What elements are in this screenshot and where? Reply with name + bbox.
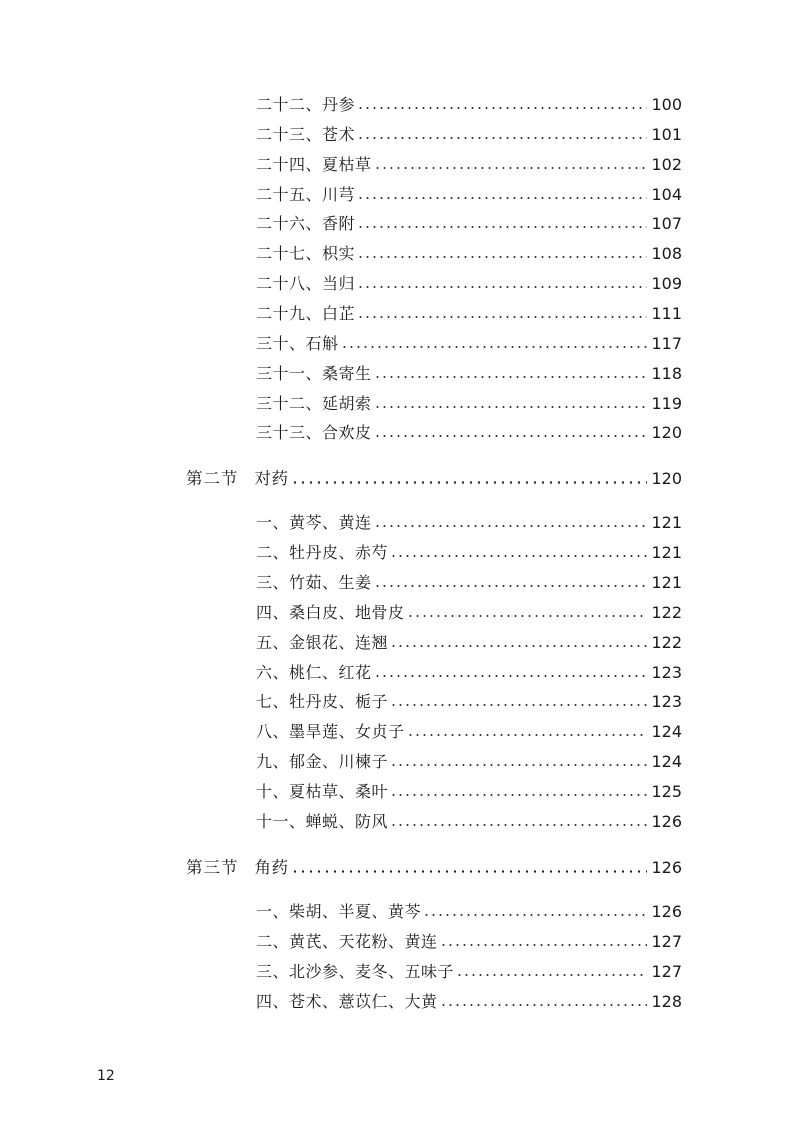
toc-entry-page: 123: [651, 662, 682, 682]
toc-entry[interactable]: [256, 359, 682, 389]
dot-leader: [374, 435, 648, 437]
toc-entry-title: 三十一、桑寄生: [256, 363, 372, 383]
toc-entry-page: 127: [651, 931, 682, 951]
toc-entry-page: 117: [651, 333, 682, 353]
toc-entry-title: 二十六、香附: [256, 214, 356, 234]
toc-entry[interactable]: [256, 418, 682, 448]
toc-entry-title: 四、苍术、薏苡仁、大黄: [256, 991, 438, 1011]
toc-entry[interactable]: [256, 687, 682, 717]
toc-entry[interactable]: [256, 269, 682, 299]
toc-entry-page: 107: [651, 214, 682, 234]
toc-entry-page: 121: [651, 572, 682, 592]
toc-entry-page: 102: [651, 154, 682, 174]
toc-entry-title: 对药: [254, 469, 289, 488]
dot-leader: [407, 615, 648, 617]
toc-entry[interactable]: [256, 927, 682, 957]
toc-entry[interactable]: [256, 598, 682, 628]
toc-entry-title: 角药: [254, 858, 289, 877]
dot-leader: [423, 914, 647, 916]
toc-entry-page: 100: [651, 95, 682, 114]
toc-entry[interactable]: [256, 120, 682, 150]
toc-entry-title: 三十三、合欢皮: [256, 423, 372, 443]
toc-entry[interactable]: [256, 180, 682, 210]
toc-entry[interactable]: [256, 747, 682, 777]
toc-entry[interactable]: [256, 628, 682, 658]
toc-entry[interactable]: [256, 209, 682, 239]
dot-leader: [357, 107, 647, 109]
toc-entry-page: 120: [651, 469, 682, 488]
toc-section-entry[interactable]: [186, 464, 682, 494]
toc-entry[interactable]: [256, 508, 682, 538]
toc-entry-title: 二、牡丹皮、赤芍: [256, 542, 389, 562]
dot-leader: [357, 316, 647, 318]
toc-entry-page: 124: [651, 722, 682, 742]
dot-leader: [390, 824, 647, 826]
toc-entry-page: 123: [651, 692, 682, 712]
toc-entry[interactable]: [256, 777, 682, 807]
dot-leader: [374, 675, 648, 677]
dot-leader: [357, 256, 647, 258]
dot-leader: [440, 944, 648, 946]
dot-leader: [390, 764, 647, 766]
toc-entry-title: 一、黄芩、黄连: [256, 513, 372, 532]
dot-leader: [456, 974, 647, 976]
toc-entry-page: 121: [651, 513, 682, 532]
dot-leader: [390, 555, 647, 557]
toc-entry-title: 一、柴胡、半夏、黄芩: [256, 902, 422, 921]
toc-entry-page: 104: [651, 184, 682, 204]
toc-entry-title: 二十三、苍术: [256, 124, 356, 144]
toc-entry[interactable]: [256, 150, 682, 180]
toc-entry-page: 128: [651, 991, 682, 1011]
toc-entry[interactable]: [256, 568, 682, 598]
dot-leader: [390, 794, 647, 796]
dot-leader: [440, 1004, 648, 1006]
toc-entry-title: 十一、蝉蜕、防风: [256, 812, 389, 831]
toc-entry[interactable]: [256, 987, 682, 1017]
toc-section-entry[interactable]: [186, 853, 682, 883]
dot-leader: [390, 704, 647, 706]
toc-entry[interactable]: [256, 329, 682, 359]
page-number: 12: [97, 1068, 115, 1084]
dot-leader: [374, 167, 648, 169]
dot-leader: [357, 197, 647, 199]
toc-entry[interactable]: [256, 717, 682, 747]
toc-entry-page: 109: [651, 274, 682, 294]
toc-entry[interactable]: [256, 957, 682, 987]
toc-entry-page: 120: [651, 423, 682, 443]
toc-entry-title: 二十七、枳实: [256, 244, 356, 264]
toc-entry-page: 127: [651, 961, 682, 981]
toc-entry-title: 二十八、当归: [256, 274, 356, 294]
toc-entry-title: 四、桑白皮、地骨皮: [256, 602, 405, 622]
dot-leader: [357, 226, 647, 228]
dot-leader: [374, 406, 648, 408]
toc-entry[interactable]: [256, 239, 682, 269]
toc-entry-title: 六、桃仁、红花: [256, 662, 372, 682]
toc-entry-title: 三十、石斛: [256, 333, 339, 353]
toc-entry-page: 124: [651, 752, 682, 772]
toc-entry-page: 119: [651, 393, 682, 413]
toc-entry-title: 十、夏枯草、桑叶: [256, 782, 389, 802]
toc-entry-page: 122: [651, 602, 682, 622]
toc-entry-page: 108: [651, 244, 682, 264]
dot-leader: [341, 346, 648, 348]
dot-leader: [390, 645, 647, 647]
dot-leader: [407, 734, 648, 736]
toc-entry-page: 111: [651, 303, 682, 323]
toc-entry-page: 126: [651, 858, 682, 877]
toc-section-label: 第三节: [186, 858, 239, 877]
toc-entry-title: 二十四、夏枯草: [256, 154, 372, 174]
toc-entry-title: 三、北沙参、麦冬、五味子: [256, 961, 455, 981]
dot-leader: [374, 376, 648, 378]
toc-entry-page: 125: [651, 782, 682, 802]
toc-entry[interactable]: [256, 299, 682, 329]
toc-entry-title: 七、牡丹皮、栀子: [256, 692, 389, 712]
toc-entry-page: 101: [651, 124, 682, 144]
toc-entry-page: 121: [651, 542, 682, 562]
toc-entry-title: 八、墨旱莲、女贞子: [256, 722, 405, 742]
toc-entry[interactable]: [256, 389, 682, 419]
toc-entry-title: 二十二、丹参: [256, 95, 356, 114]
toc-entry-title: 九、郁金、川楝子: [256, 752, 389, 772]
toc-entry[interactable]: [256, 807, 682, 837]
toc-entry-title: 二十五、川芎: [256, 184, 356, 204]
dot-leader: [374, 525, 648, 527]
toc-entry-title: 二十九、白芷: [256, 303, 356, 323]
toc-entry[interactable]: [256, 90, 682, 120]
toc-entry-title: 五、金银花、连翘: [256, 632, 389, 652]
dot-leader: [374, 585, 648, 587]
toc-section-label: 第二节: [186, 469, 239, 488]
dot-leader: [291, 870, 648, 873]
toc-entry-title: 三、竹茹、生姜: [256, 572, 372, 592]
dot-leader: [291, 481, 648, 484]
dot-leader: [357, 286, 647, 288]
toc-entry-page: 126: [651, 902, 682, 921]
toc-entry[interactable]: [256, 538, 682, 568]
toc-entry[interactable]: [256, 658, 682, 688]
toc-entry-page: 118: [651, 363, 682, 383]
toc-entry-title: 二、黄芪、天花粉、黄连: [256, 931, 438, 951]
toc-entry[interactable]: [256, 897, 682, 927]
toc-entry-page: 126: [651, 812, 682, 831]
toc-entry-title: 三十二、延胡索: [256, 393, 372, 413]
toc-entry-page: 122: [651, 632, 682, 652]
dot-leader: [357, 137, 647, 139]
